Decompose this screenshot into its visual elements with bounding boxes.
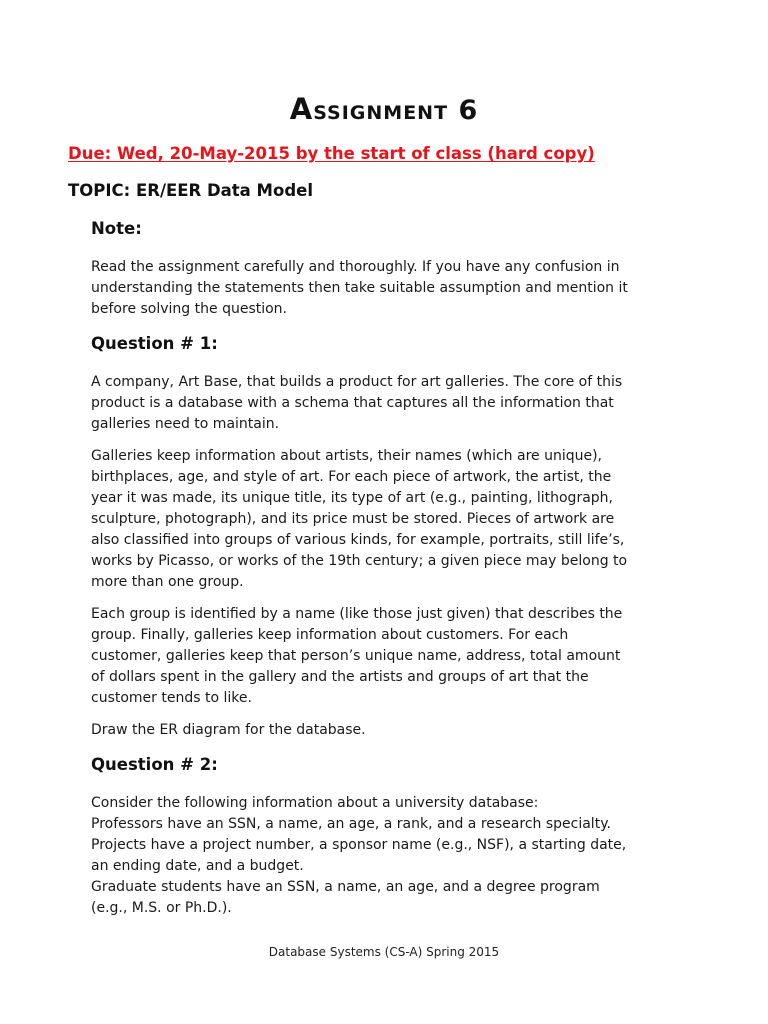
text-line: also classified into groups of various kinds, for example, portraits, still life’s,: [91, 532, 625, 548]
text-line: works by Picasso, or works of the 19th century; a given piece may belong to: [91, 553, 628, 569]
content-body: [91, 218, 691, 919]
question-1-paragraph-4: [91, 720, 691, 741]
note-line: Read the assignment carefully and thoroughly. If you have any confusion in: [91, 259, 620, 275]
text-line: Projects have a project number, a sponsor name (e.g., NSF), a starting date,: [91, 837, 627, 853]
due-date: Due: Wed, 20-May-2015 by the start of class (hard copy): [68, 144, 595, 163]
text-line: Each group is identified by a name (like those just given) that describes the: [91, 606, 623, 622]
text-line: sculpture, photograph), and its price must be stored. Pieces of artwork are: [91, 511, 615, 527]
note-line: before solving the question.: [91, 301, 287, 317]
text-line: of dollars spent in the gallery and the artists and groups of art that the: [91, 669, 589, 685]
title-rest: ssignment: [313, 95, 449, 126]
question-1-paragraph-1: [91, 372, 691, 435]
text-line: Consider the following information about a university database:: [91, 795, 539, 811]
question-2-heading: Question # 2:: [91, 755, 218, 774]
text-line: customer, galleries keep that person’s unique name, address, total amount: [91, 648, 621, 664]
text-line: product is a database with a schema that captures all the information that: [91, 395, 614, 411]
text-line: (e.g., M.S. or Ph.D.).: [91, 900, 232, 916]
text-line: Professors have an SSN, a name, an age, a rank, and a research specialty.: [91, 816, 611, 832]
question-1-paragraph-2: [91, 446, 691, 593]
text-line: galleries need to maintain.: [91, 416, 280, 432]
title-first-letter: A: [289, 92, 314, 126]
text-line: Galleries keep information about artists, their names (which are unique),: [91, 448, 603, 464]
text-line: Graduate students have an SSN, a name, an age, and a degree program: [91, 879, 600, 895]
note-heading: Note:: [91, 219, 142, 238]
text-line: group. Finally, galleries keep information about customers. For each: [91, 627, 569, 643]
question-1-paragraph-3: [91, 604, 691, 709]
note-line: understanding the statements then take suitable assumption and mention it: [91, 280, 628, 296]
text-line: customer tends to like.: [91, 690, 252, 706]
note-paragraph: [91, 257, 691, 320]
assignment-title: [0, 92, 768, 126]
text-line: birthplaces, age, and style of art. For each piece of artwork, the artist, the: [91, 469, 612, 485]
text-line: Draw the ER diagram for the database.: [91, 722, 366, 738]
text-line: A company, Art Base, that builds a product for art galleries. The core of this: [91, 374, 623, 390]
page-footer: Database Systems (CS-A) Spring 2015: [268, 945, 500, 959]
question-2-paragraph: [91, 793, 691, 919]
text-line: an ending date, and a budget.: [91, 858, 304, 874]
topic-line: TOPIC: ER/EER Data Model: [68, 181, 313, 200]
question-1-heading: Question # 1:: [91, 334, 218, 353]
title-number: 6: [458, 95, 479, 126]
text-line: more than one group.: [91, 574, 244, 590]
text-line: year it was made, its unique title, its type of art (e.g., painting, lithograph,: [91, 490, 613, 506]
